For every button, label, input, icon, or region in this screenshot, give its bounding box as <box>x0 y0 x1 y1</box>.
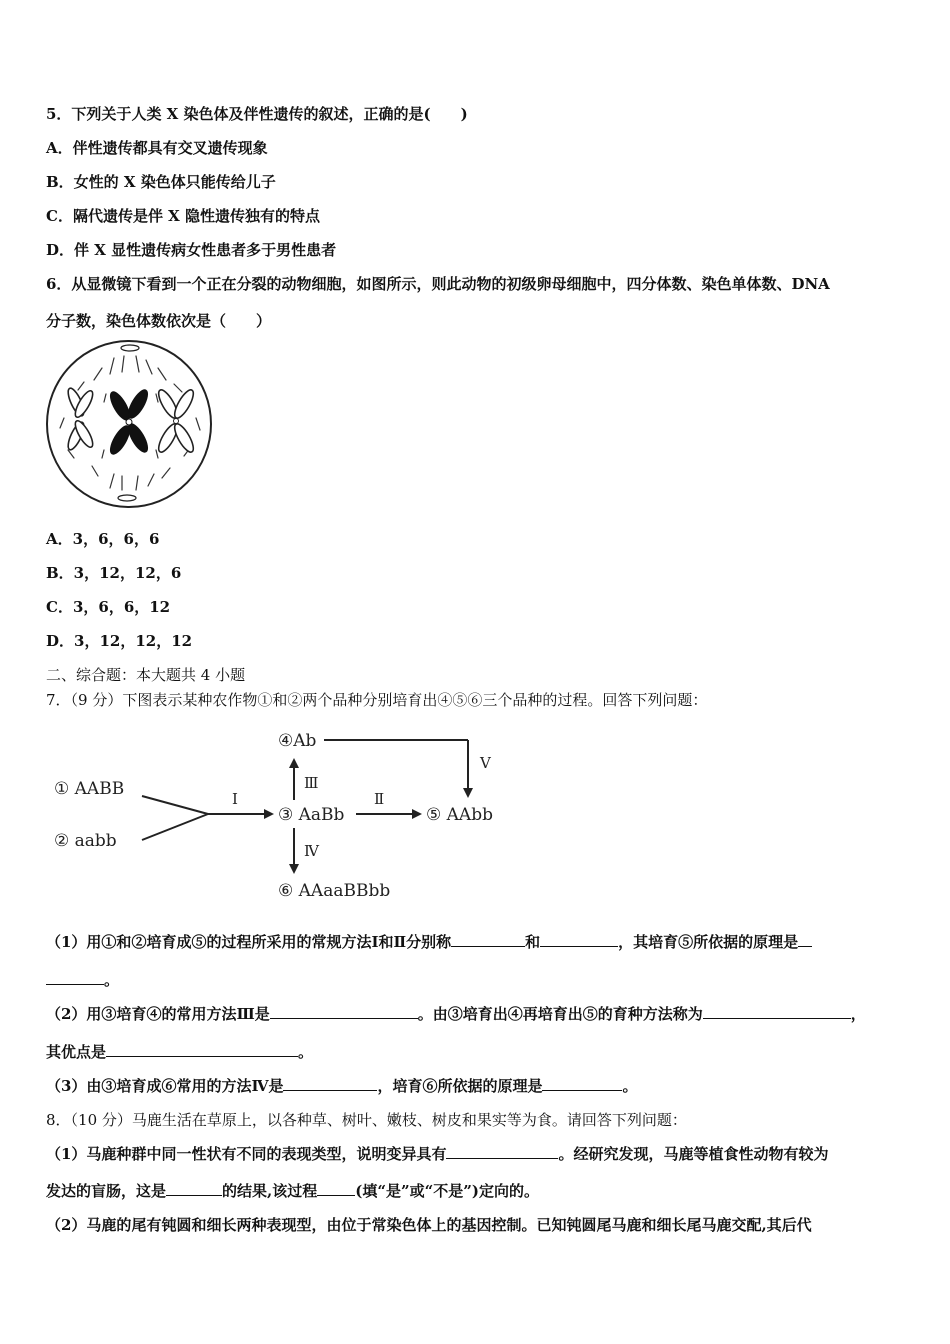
q8-sub1-text-c: 发达的盲肠，这是 <box>46 1182 167 1200</box>
q7-sub2-text-c: ， <box>850 1005 866 1023</box>
q5-option-c: C．隔代遗传是伴 X 隐性遗传独有的特点 <box>46 207 321 225</box>
diagram-step-1: Ⅰ <box>232 790 238 808</box>
q7-sub1 <box>46 931 812 952</box>
q8-stem: 8．（10 分）马鹿生活在草原上，以各种草、树叶、嫩枝、树皮和果实等为食。请回答下列问题： <box>46 1111 687 1129</box>
q8-sub1 <box>46 1143 828 1164</box>
q7-sub3-end: 。 <box>622 1077 638 1095</box>
diagram-node-6: ⑥ AAaaBBbb <box>278 881 391 901</box>
q6-option-d: D．3，12，12，12 <box>46 632 193 650</box>
diagram-step-5: Ⅴ <box>480 754 491 772</box>
q7-sub3 <box>46 1075 638 1096</box>
answer-blank[interactable] <box>703 1004 851 1019</box>
diagram-node-5: ⑤ AAbb <box>426 805 493 825</box>
q7-sub1-text-a: （1）用①和②培育成⑤的过程所采用的常规方法Ⅰ和Ⅱ分别称 <box>46 933 452 951</box>
q8-sub1-cont <box>46 1180 539 1201</box>
diagram-node-2: ② aabb <box>54 831 117 851</box>
q8-sub2: （2）马鹿的尾有钝圆和细长两种表现型，由位于常染色体上的基因控制。已知钝圆尾马鹿和细长尾马鹿交配,其后代 <box>46 1216 812 1234</box>
answer-blank[interactable] <box>46 970 104 985</box>
answer-blank[interactable] <box>798 932 812 947</box>
q7-sub2-cont <box>46 1041 313 1062</box>
q7-sub1-cont <box>46 969 119 990</box>
q6-stem-line2: 分子数，染色体数依次是（ ） <box>46 312 272 330</box>
q6-option-b: B．3，12，12，6 <box>46 564 182 582</box>
diagram-step-2: Ⅱ <box>374 790 385 808</box>
section-heading: 二、综合题：本大题共 4 小题 <box>46 666 246 684</box>
answer-blank[interactable] <box>317 1181 355 1196</box>
breeding-diagram <box>46 722 516 908</box>
diagram-node-1: ① AABB <box>54 779 125 799</box>
q7-sub1-text-c: ，其培育⑤所依据的原理是 <box>618 933 799 951</box>
q7-sub2-end: 。 <box>298 1043 314 1061</box>
q8-sub1-text-a: （1）马鹿种群中同一性状有不同的表现类型，说明变异具有 <box>46 1145 447 1163</box>
q7-sub3-text-a: （3）由③培育成⑥常用的方法Ⅳ是 <box>46 1077 284 1095</box>
q5-option-a: A．伴性遗传都具有交叉遗传现象 <box>46 139 268 157</box>
q8-sub1-text-e: (填“是”或“不是”)定向的。 <box>355 1182 539 1200</box>
q5-option-d: D．伴 X 显性遗传病女性患者多于男性患者 <box>46 241 337 259</box>
answer-blank[interactable] <box>540 932 618 947</box>
diagram-node-4: ④Ab <box>278 731 317 751</box>
diagram-node-3: ③ AaBb <box>278 805 345 825</box>
answer-blank[interactable] <box>446 1144 558 1159</box>
q5-stem: 5．下列关于人类 X 染色体及伴性遗传的叙述，正确的是( ) <box>46 105 468 123</box>
q7-stem: 7．（9 分）下图表示某种农作物①和②两个品种分别培育出④⑤⑥三个品种的过程。回答下列问题： <box>46 691 708 709</box>
answer-blank[interactable] <box>451 932 525 947</box>
answer-blank[interactable] <box>283 1076 377 1091</box>
q6-option-c: C．3，6，6，12 <box>46 598 171 616</box>
q7-sub2-text-b: 。由③培育出④再培育出⑤的育种方法称为 <box>417 1005 703 1023</box>
answer-blank[interactable] <box>106 1042 298 1057</box>
q7-sub1-text-b: 和 <box>525 933 541 951</box>
q6-stem-line1: 6．从显微镜下看到一个正在分裂的动物细胞，如图所示，则此动物的初级卵母细胞中，四分体数、染色单体数、DNA <box>46 275 830 293</box>
answer-blank[interactable] <box>270 1004 418 1019</box>
q8-sub1-text-b: 。经研究发现，马鹿等植食性动物有较为 <box>558 1145 829 1163</box>
answer-blank[interactable] <box>166 1181 222 1196</box>
q7-sub3-text-b: ，培育⑥所依据的原理是 <box>377 1077 543 1095</box>
diagram-step-4: Ⅳ <box>304 842 319 860</box>
q7-sub2-text-a: （2）用③培育④的常用方法Ⅲ是 <box>46 1005 270 1023</box>
q6-option-a: A．3，6，6，6 <box>46 530 160 548</box>
q7-sub1-end: 。 <box>104 971 120 989</box>
diagram-step-3: Ⅲ <box>304 774 319 792</box>
q7-sub2-text-d: 其优点是 <box>46 1043 107 1061</box>
cell-division-figure <box>44 338 214 510</box>
q7-sub2 <box>46 1003 866 1024</box>
answer-blank[interactable] <box>542 1076 622 1091</box>
q5-option-b: B．女性的 X 染色体只能传给儿子 <box>46 173 276 191</box>
q8-sub1-text-d: 的结果,该过程 <box>222 1182 318 1200</box>
